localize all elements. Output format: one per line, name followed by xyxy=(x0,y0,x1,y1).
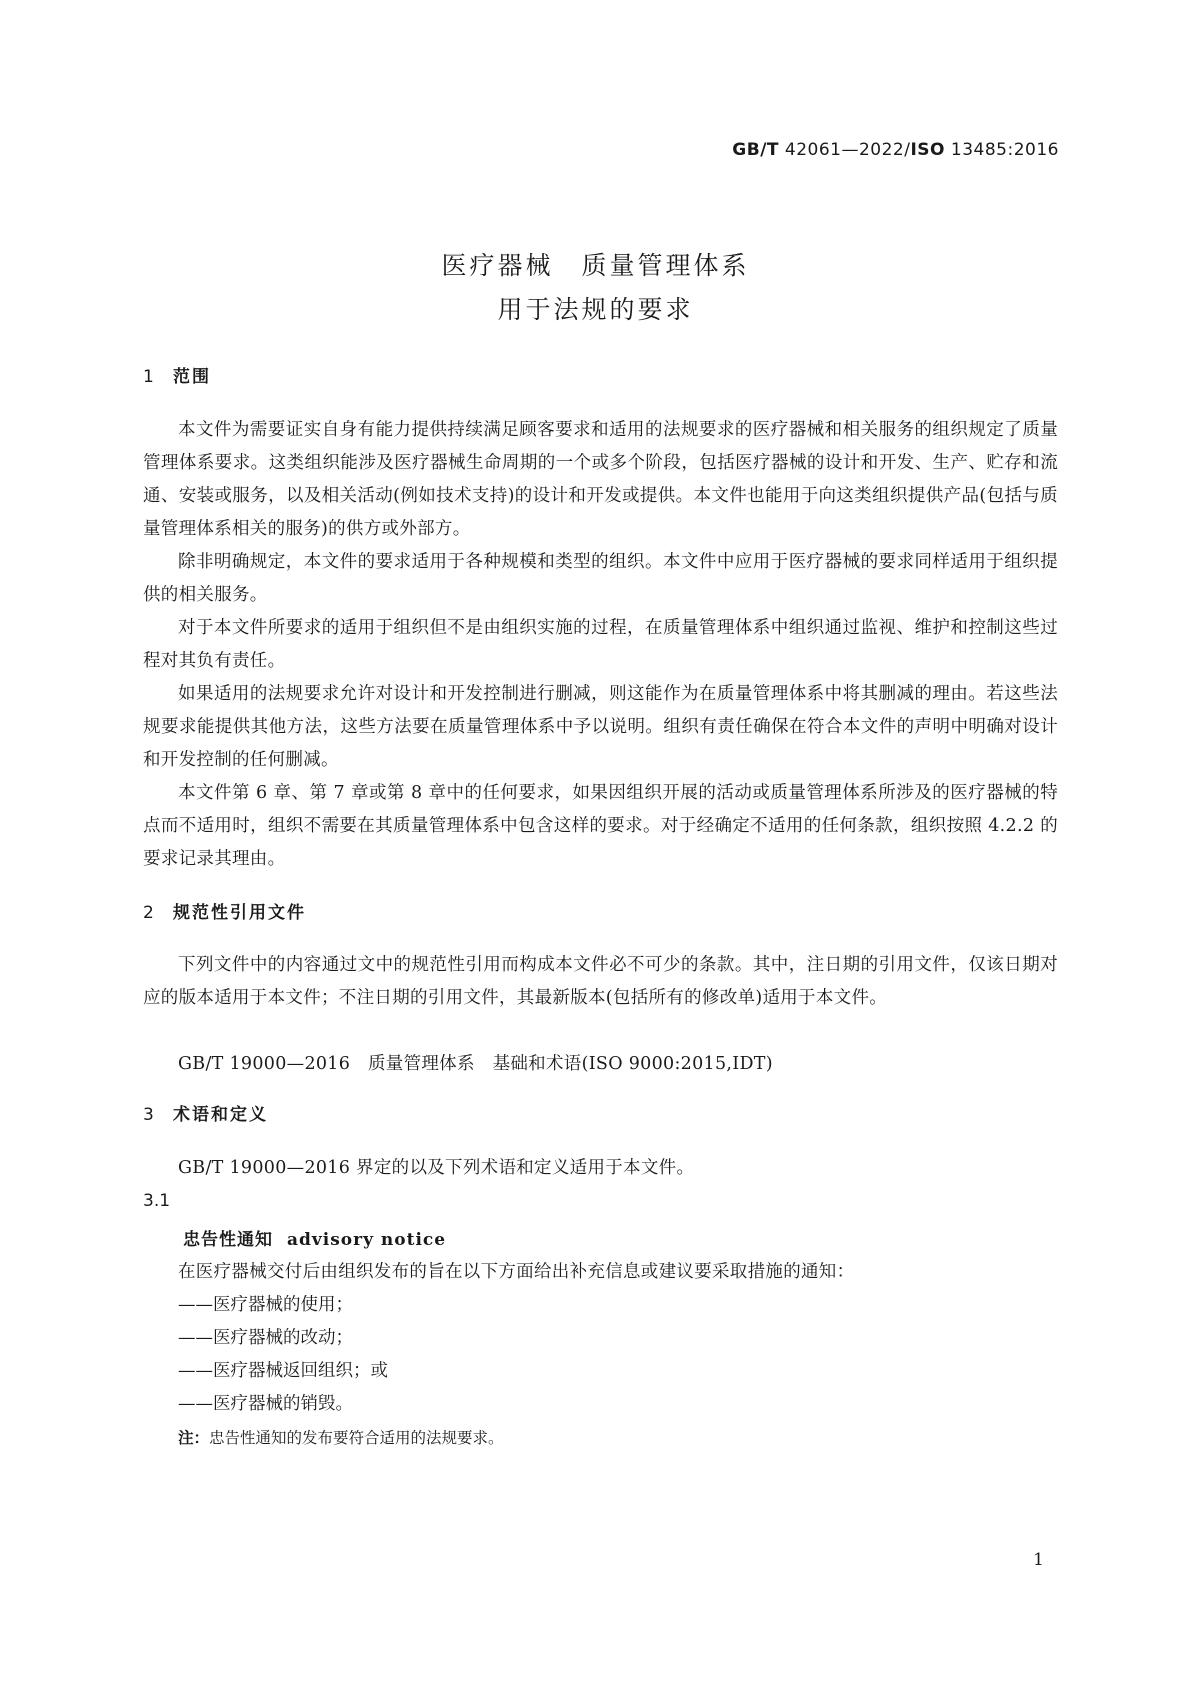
term-en: advisory notice xyxy=(287,1230,447,1250)
term-number: 3.1 xyxy=(143,1191,171,1211)
std-code-prefix: GB/T xyxy=(732,140,779,160)
terms-intro: GB/T 19000—2016 界定的以及下列术语和定义适用于本文件。 xyxy=(178,1158,695,1178)
page-number: 1 xyxy=(1033,1550,1044,1570)
section-title: 规范性引用文件 xyxy=(173,903,306,923)
std-code-rest: 13485:2016 xyxy=(950,140,1059,160)
list-item: ——医疗器械返回组织；或 xyxy=(178,1361,388,1381)
scope-paragraph-3: 对于本文件所要求的适用于组织但不是由组织实施的过程，在质量管理体系中组织通过监视、维护和控制这些过程对其负有责任。 xyxy=(143,618,1058,671)
scope-paragraph-5: 本文件第 6 章、第 7 章或第 8 章中的任何要求，如果因组织开展的活动或质量管理体系所涉及的医疗器械的特点而不适用时，组织不需要在其质量管理体系中包含这样的要求。对于经确定不适用的任何条款，组织按照 4.2.2 的要求记录其理由。 xyxy=(143,783,1058,869)
references-paragraph: 下列文件中的内容通过文中的规范性引用而构成本文件必不可少的条款。其中，注日期的引用文件，仅该日期对应的版本适用于本文件；不注日期的引用文件，其最新版本(包括所有的修改单)适用于本文件。 xyxy=(143,955,1058,1008)
note-label: 注： xyxy=(178,1429,210,1447)
section-heading-terms xyxy=(143,1100,268,1125)
scope-paragraph-2: 除非明确规定，本文件的要求适用于各种规模和类型的组织。本文件中应用于医疗器械的要求同样适用于组织提供的相关服务。 xyxy=(143,552,1058,605)
note-text: 忠告性通知的发布要符合适用的法规要求。 xyxy=(209,1429,504,1447)
section-number: 1 xyxy=(143,367,156,387)
reference-entry: GB/T 19000—2016 质量管理体系 基础和术语(ISO 9000:2015,IDT) xyxy=(178,1054,773,1074)
section-number: 3 xyxy=(143,1105,156,1125)
standard-code xyxy=(732,140,1059,160)
list-item: ——医疗器械的销毁。 xyxy=(178,1394,353,1414)
section-heading-normative-references xyxy=(143,898,306,923)
term-heading xyxy=(183,1225,446,1250)
std-code-main: 42061—2022/ xyxy=(784,140,911,160)
section-title: 范围 xyxy=(173,367,211,387)
document-title-line1: 医疗器械 质量管理体系 xyxy=(441,251,750,280)
document-title-line2: 用于法规的要求 xyxy=(497,295,694,324)
std-code-iso: ISO xyxy=(910,140,946,160)
term-definition: 在医疗器械交付后由组织发布的旨在以下方面给出补充信息或建议要采取措施的通知： xyxy=(178,1262,855,1282)
list-item: ——医疗器械的使用； xyxy=(178,1295,353,1315)
scope-paragraph-4: 如果适用的法规要求允许对设计和开发控制进行删减，则这能作为在质量管理体系中将其删减的理由。若这些法规要求能提供其他方法，这些方法要在质量管理体系中予以说明。组织有责任确保在符合本文件的声明中明确对设计和开发控制的任何删减。 xyxy=(143,684,1058,770)
section-number: 2 xyxy=(143,903,156,923)
scope-paragraph-1: 本文件为需要证实自身有能力提供持续满足顾客要求和适用的法规要求的医疗器械和相关服务的组织规定了质量管理体系要求。这类组织能涉及医疗器械生命周期的一个或多个阶段，包括医疗器械的设计和开发、生产、贮存和流通、安装或服务，以及相关活动(例如技术支持)的设计和开发或提供。本文件也能用于向这类组织提供产品(包括与质量管理体系相关的服务)的供方或外部方。 xyxy=(143,420,1058,539)
term-zh: 忠告性通知 xyxy=(183,1230,273,1250)
section-heading-scope xyxy=(143,362,211,387)
list-item: ——医疗器械的改动； xyxy=(178,1328,353,1348)
note xyxy=(178,1426,504,1448)
section-title: 术语和定义 xyxy=(173,1105,268,1125)
